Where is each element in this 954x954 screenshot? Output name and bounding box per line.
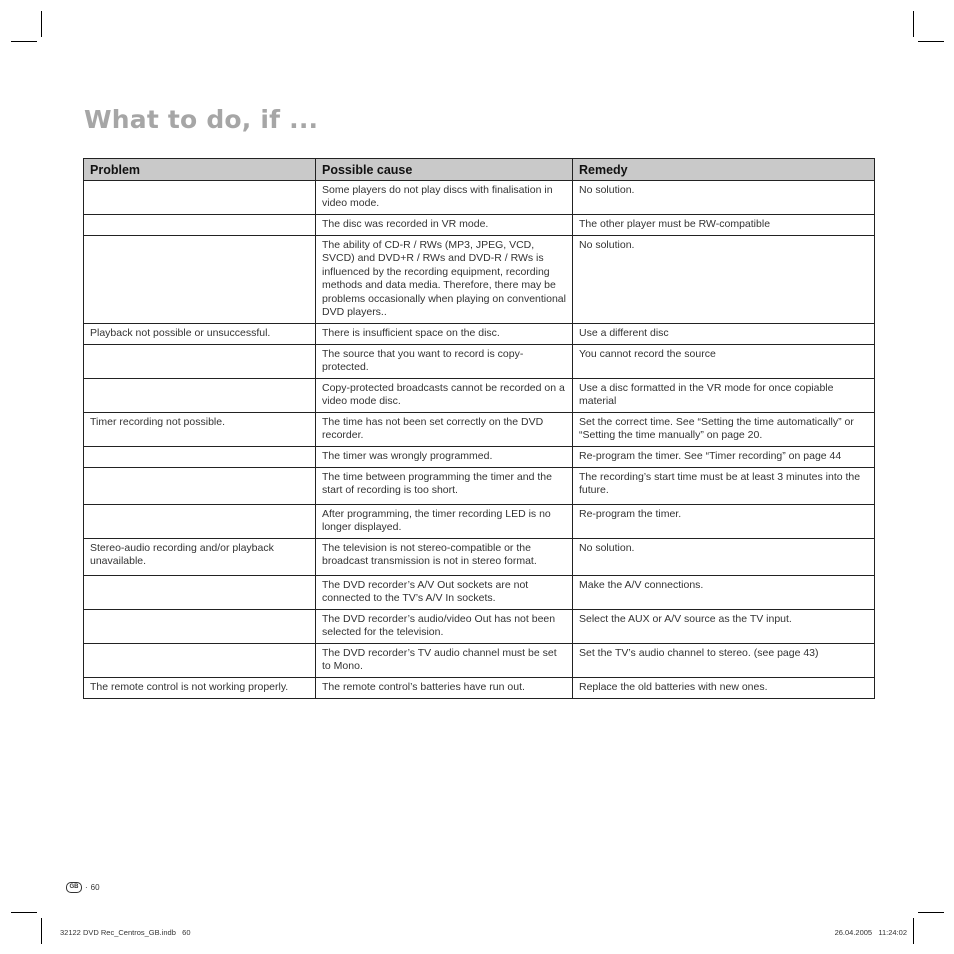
problem-cell [84, 610, 316, 644]
crop-mark-top-right-v [913, 11, 914, 37]
remedy-cell: No solution. [573, 181, 875, 215]
page-title: What to do, if ... [84, 104, 319, 134]
remedy-cell: Use a different disc [573, 324, 875, 345]
remedy-cell: Set the correct time. See “Setting the time automatically” or “Setting the time manually” on page 20. [573, 413, 875, 447]
problem-cell [84, 379, 316, 413]
crop-mark-top-right-h [918, 41, 944, 42]
cause-cell: The remote control’s batteries have run out. [316, 678, 573, 699]
table-row [84, 236, 875, 324]
remedy-cell: You cannot record the source [573, 345, 875, 379]
cause-cell: After programming, the timer recording LED is no longer displayed. [316, 505, 573, 539]
print-slug-datetime: 26.04.2005 11:24:02 [834, 928, 907, 937]
table-row [84, 505, 875, 539]
problem-cell [84, 644, 316, 678]
remedy-cell: Set the TV’s audio channel to stereo. (see page 43) [573, 644, 875, 678]
cause-cell: The DVD recorder’s TV audio channel must be set to Mono. [316, 644, 573, 678]
table-row [84, 644, 875, 678]
crop-mark-bottom-left-h [11, 912, 37, 913]
gb-language-badge: GB [66, 882, 82, 893]
table-row [84, 413, 875, 447]
table-row [84, 181, 875, 215]
table-row [84, 576, 875, 610]
problem-cell [84, 447, 316, 468]
crop-mark-bottom-right-v [913, 918, 914, 944]
problem-cell [84, 181, 316, 215]
problem-cell [84, 236, 316, 324]
cause-cell: The time between programming the timer and the start of recording is too short. [316, 468, 573, 505]
page-number: 60 [90, 883, 100, 892]
cause-cell: The source that you want to record is copy-protected. [316, 345, 573, 379]
folio-separator: · [85, 883, 88, 892]
remedy-cell: No solution. [573, 236, 875, 324]
print-slug-file: 32122 DVD Rec_Centros_GB.indb 60 [60, 928, 191, 937]
crop-mark-bottom-right-h [918, 912, 944, 913]
cause-cell: Copy-protected broadcasts cannot be recorded on a video mode disc. [316, 379, 573, 413]
cause-cell: The ability of CD-R / RWs (MP3, JPEG, VCD, SVCD) and DVD+R / RWs and DVD-R / RWs is influenced by the recording equipment, recording methods and data media. Therefore, there may be problems occasionally when playing on conventional DVD players.. [316, 236, 573, 324]
cause-cell: The time has not been set correctly on the DVD recorder. [316, 413, 573, 447]
crop-mark-top-left-v [41, 11, 42, 37]
problem-cell [84, 505, 316, 539]
header-problem: Problem [84, 159, 316, 181]
problem-cell: Stereo-audio recording and/or playback unavailable. [84, 539, 316, 576]
table-row [84, 539, 875, 576]
table-row [84, 678, 875, 699]
table-row [84, 610, 875, 644]
cause-cell: The DVD recorder’s A/V Out sockets are not connected to the TV’s A/V In sockets. [316, 576, 573, 610]
problem-cell: The remote control is not working properly. [84, 678, 316, 699]
cause-cell: The timer was wrongly programmed. [316, 447, 573, 468]
cause-cell: The disc was recorded in VR mode. [316, 215, 573, 236]
crop-mark-bottom-left-v [41, 918, 42, 944]
remedy-cell: No solution. [573, 539, 875, 576]
problem-cell [84, 576, 316, 610]
table-header-row [84, 159, 875, 181]
remedy-cell: The recording’s start time must be at least 3 minutes into the future. [573, 468, 875, 505]
problem-cell [84, 468, 316, 505]
remedy-cell: Select the AUX or A/V source as the TV input. [573, 610, 875, 644]
cause-cell: There is insufficient space on the disc. [316, 324, 573, 345]
remedy-cell: Re-program the timer. See “Timer recording” on page 44 [573, 447, 875, 468]
table-row [84, 379, 875, 413]
remedy-cell: Re-program the timer. [573, 505, 875, 539]
problem-cell [84, 215, 316, 236]
table-row [84, 215, 875, 236]
cause-cell: Some players do not play discs with finalisation in video mode. [316, 181, 573, 215]
problem-cell [84, 345, 316, 379]
header-possible-cause: Possible cause [316, 159, 573, 181]
table-row [84, 345, 875, 379]
page-folio [66, 882, 100, 893]
problem-cell: Playback not possible or unsuccessful. [84, 324, 316, 345]
remedy-cell: The other player must be RW-compatible [573, 215, 875, 236]
remedy-cell: Replace the old batteries with new ones. [573, 678, 875, 699]
header-remedy: Remedy [573, 159, 875, 181]
crop-mark-top-left-h [11, 41, 37, 42]
table-row [84, 468, 875, 505]
cause-cell: The television is not stereo-compatible or the broadcast transmission is not in stereo format. [316, 539, 573, 576]
table-row [84, 447, 875, 468]
troubleshooting-table [83, 158, 875, 699]
remedy-cell: Make the A/V connections. [573, 576, 875, 610]
cause-cell: The DVD recorder’s audio/video Out has not been selected for the television. [316, 610, 573, 644]
table-row [84, 324, 875, 345]
remedy-cell: Use a disc formatted in the VR mode for once copiable material [573, 379, 875, 413]
problem-cell: Timer recording not possible. [84, 413, 316, 447]
